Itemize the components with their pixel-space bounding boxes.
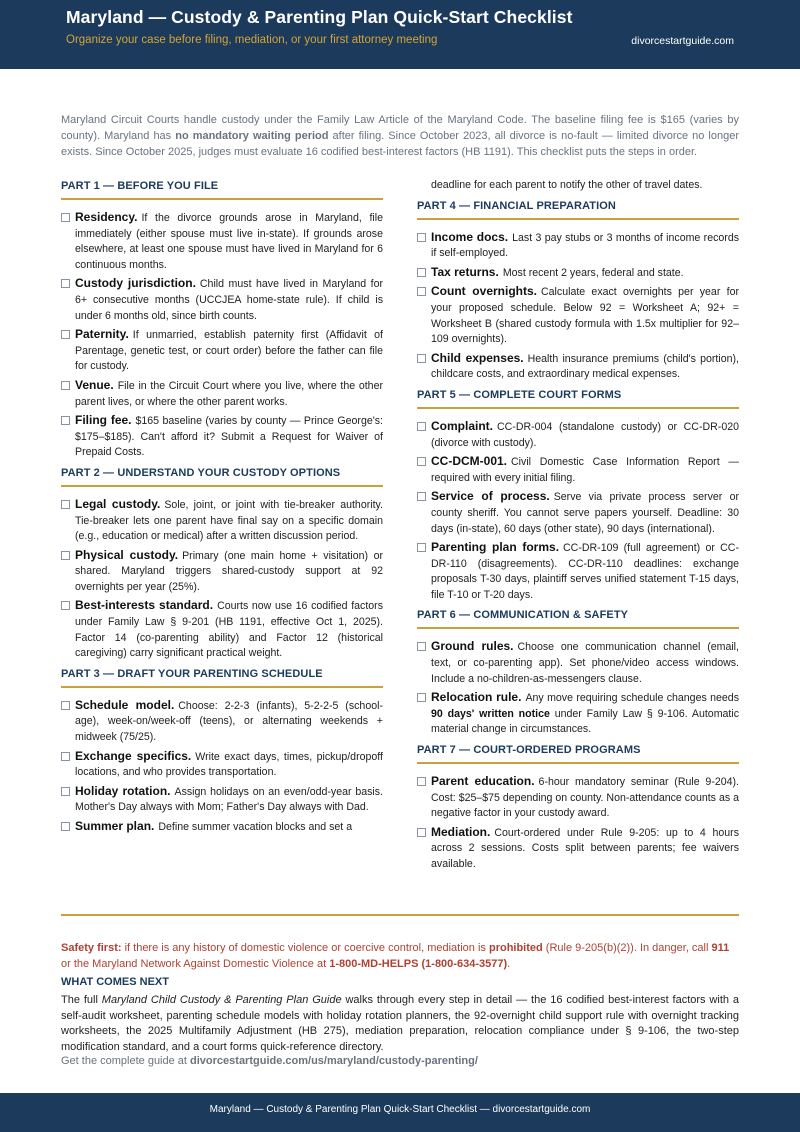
next-heading: WHAT COMES NEXT [61,976,169,988]
checkbox[interactable] [417,268,426,277]
part-2-heading: PART 2 — UNDERSTAND YOUR CUSTODY OPTIONS [61,467,383,487]
checkbox[interactable] [61,701,70,710]
checkbox[interactable] [417,492,426,501]
checkbox[interactable] [61,601,70,610]
part-1-heading: PART 1 — BEFORE YOU FILE [61,180,383,200]
checklist-item[interactable]: Exchange specifics. Write exact days, times, pickup/dropoff locations, and who provides transportation. [61,749,383,781]
checklist-item[interactable]: Relocation rule. Any move requiring schedule changes needs 90 days' written notice under Family Law § 9-106. Automatic material change in circumstances. [417,690,739,738]
checklist-item[interactable]: Child expenses. Health insurance premiums (child's portion), childcare costs, and extraordinary medical expenses. [417,351,739,383]
checkbox[interactable] [417,642,426,651]
checklist-item[interactable]: Paternity. If unmarried, establish paternity first (Affidavit of Parentage, genetic test, or court order) before the father can file for custody. [61,327,383,375]
checkbox[interactable] [61,330,70,339]
left-column [61,178,383,839]
checkbox[interactable] [417,422,426,431]
checkbox[interactable] [417,287,426,296]
checklist-item[interactable]: Schedule model. Choose: 2-2-3 (infants), 5-2-2-5 (school-age), week-on/week-off (teens), or alternating weekends + midweek (75/25). [61,698,383,746]
checklist-item[interactable]: Income docs. Last 3 pay stubs or 3 months of income records if self-employed. [417,230,739,262]
checkbox[interactable] [61,551,70,560]
part-3-heading: PART 3 — DRAFT YOUR PARENTING SCHEDULE [61,668,383,688]
checklist-item[interactable]: Legal custody. Sole, joint, or joint with tie-breaker authority. Tie-breaker lets one parent have final say on a specific domain (e.g., education or medical) after a written discussion period. [61,497,383,545]
checklist-item[interactable]: Mediation. Court-ordered under Rule 9-205: up to 4 hours across 2 sessions. Costs split between parents; fee waivers available. [417,825,739,873]
checklist-item[interactable]: Count overnights. Calculate exact overnights per year for your proposed schedule. Below 92 = Worksheet A; 92+ = Worksheet B (shared custody formula with 1.5x multiplier for 92–109 overnights). [417,284,739,347]
checklist-item[interactable]: Parent education. 6-hour mandatory seminar (Rule 9-204). Cost: $25–$75 depending on county. Non-attendance counts as a negative factor in your custody award. [417,774,739,822]
checklist-item-continuation: deadline for each parent to notify the other of travel dates. [431,179,703,191]
section-divider [61,914,739,916]
part-7-heading: PART 7 — COURT-ORDERED PROGRAMS [417,744,739,764]
checklist-item[interactable]: Tax returns. Most recent 2 years, federal and state. [417,265,739,282]
checklist-item[interactable]: Ground rules. Choose one communication channel (email, text, or co-parenting app). Set phone/video access windows. Include a no-children-as-messengers clause. [417,639,739,687]
page-subtitle: Organize your case before filing, mediation, or your first attorney meeting [66,34,438,46]
checkbox[interactable] [61,752,70,761]
next-paragraph: The full Maryland Child Custody & Parenting Plan Guide walks through every step in detail — the 16 codified best-interest factors with a self-audit worksheet, parenting schedule models with holiday rotation planners, the 92-overnight child support rule with overnight tracking worksheets, the 2025 Multifamily Adjustment (HB 275), mediation preparation, relocation compliance under § 9-106, the two-step modification standard, and a court forms quick-reference directory. [61,994,739,1053]
checklist-item[interactable]: Best-interests standard. Courts now use 16 codified factors under Family Law § 9-201 (HB 1191, effective Oct 1, 2025). Factor 14 (co-parenting ability) and Factor 12 (historical caregiving) carry significant practical weight. [61,598,383,661]
checklist-item[interactable]: Filing fee. $165 baseline (varies by county — Prince George's: $175–$185). Can't afford it? Submit a Request for Waiver of Prepaid Costs. [61,413,383,461]
checkbox[interactable] [61,500,70,509]
checkbox[interactable] [417,693,426,702]
checklist-item[interactable]: Custody jurisdiction. Child must have lived in Maryland for 6+ consecutive months (UCCJEA home-state rule). If child is under 6 months old, since birth counts. [61,276,383,324]
checkbox[interactable] [61,822,70,831]
guide-link[interactable]: divorcestartguide.com/us/maryland/custody-parenting/ [190,1055,478,1067]
checklist-item[interactable]: Physical custody. Primary (one main home + visitation) or shared. Maryland triggers shared-custody support at 92 overnights per year (25%). [61,548,383,596]
checkbox[interactable] [61,213,70,222]
checklist-item[interactable]: Parenting plan forms. CC-DR-109 (full agreement) or CC-DR-110 (disagreements). CC-DR-110 deadlines: exchange proposals T-30 days, plaintiff serves unified statement T-15 days, file T-10 or T-20 days. [417,540,739,603]
safety-notice: Safety first: if there is any history of domestic violence or coercive control, mediation is prohibited (Rule 9-205(b)(2)). In danger, call 911 or the Maryland Network Against Domestic Violence at 1-800-MD-HELPS (1-800-634-3577). [61,942,730,970]
part-6-heading: PART 6 — COMMUNICATION & SAFETY [417,609,739,629]
part-5-heading: PART 5 — COMPLETE COURT FORMS [417,389,739,409]
checkbox[interactable] [417,233,426,242]
checklist-item[interactable]: Summer plan. Define summer vacation blocks and set a [61,819,383,836]
checkbox[interactable] [417,828,426,837]
checkbox[interactable] [417,457,426,466]
checklist-item[interactable]: Complaint. CC-DR-004 (standalone custody) or CC-DR-020 (divorce with custody). [417,419,739,451]
checklist-item[interactable]: Venue. File in the Circuit Court where you live, where the other parent lives, or where the other parent works. [61,378,383,410]
checklist-item[interactable]: Service of process. Serve via private process server or county sheriff. You cannot serve papers yourself. Deadline: 30 days (in-state), 60 days (other state), 90 days (international). [417,489,739,537]
checkbox[interactable] [61,381,70,390]
page-footer [0,1093,800,1132]
part-4-heading: PART 4 — FINANCIAL PREPARATION [417,200,739,220]
site-name: divorcestartguide.com [631,35,734,47]
checkbox[interactable] [417,543,426,552]
checkbox[interactable] [61,787,70,796]
checkbox[interactable] [417,777,426,786]
checkbox[interactable] [417,354,426,363]
checklist-item[interactable]: CC-DCM-001. Civil Domestic Case Information Report — required with every initial filing. [417,454,739,486]
guide-link-line: Get the complete guide at divorcestartguide.com/us/maryland/custody-parenting/ [61,1055,478,1067]
checkbox[interactable] [61,416,70,425]
right-column [417,178,739,876]
intro-paragraph: Maryland Circuit Courts handle custody under the Family Law Article of the Maryland Code. The baseline filing fee is $165 (varies by county). Maryland has no mandatory waiting period after filing. Since October 2023, all divorce is no-fault — limited divorce no longer exists. Since October 2025, judges must evaluate 16 codified best-interest factors (HB 1191). This checklist puts the steps in order. [61,114,739,158]
page-title: Maryland — Custody & Parenting Plan Quick-Start Checklist [66,7,573,27]
checklist-item[interactable]: Residency. If the divorce grounds arose in Maryland, file immediately (either spouse must live in-state). If grounds arose elsewhere, at least one spouse must have lived in Maryland for 6 continuous months. [61,210,383,273]
checkbox[interactable] [61,279,70,288]
footer-text: Maryland — Custody & Parenting Plan Quick-Start Checklist — divorcestartguide.com [209,1104,591,1115]
checklist-item[interactable]: Holiday rotation. Assign holidays on an even/odd-year basis. Mother's Day always with Mom; Father's Day always with Dad. [61,784,383,816]
page-header [0,0,800,69]
